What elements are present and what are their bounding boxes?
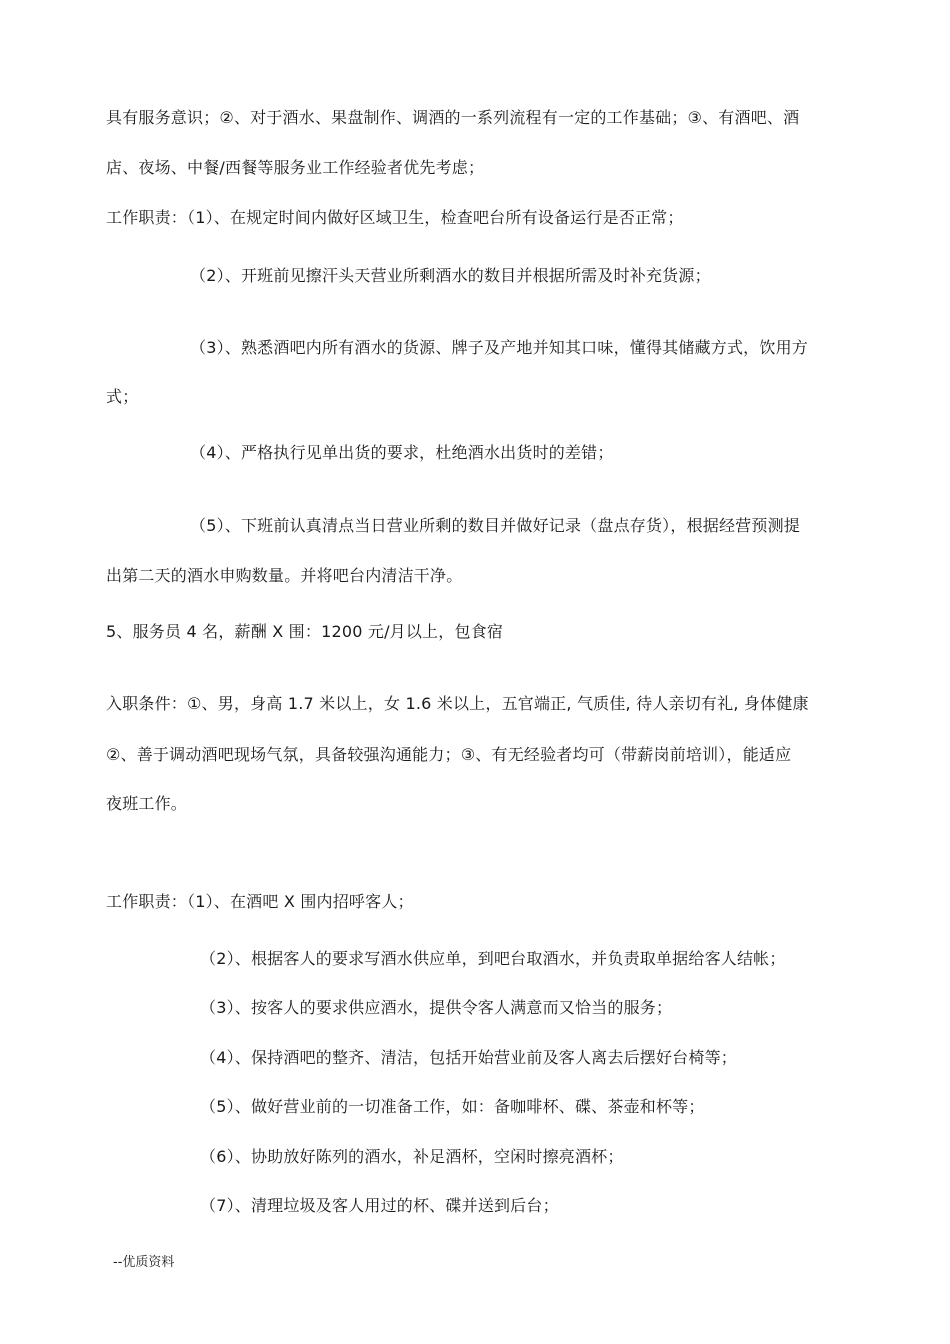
text-line: （5）、下班前认真清点当日营业所剩的数目并做好记录（盘点存货），根据经营预测提 <box>190 516 800 535</box>
page-footer: --优质资料 <box>113 1255 175 1270</box>
text-line: 入职条件：①、男，身高 1.7 米以上，女 1.6 米以上，五官端正, 气质佳, 待人亲切有礼, 身体健康 <box>106 694 809 713</box>
text-line: 工作职责：（1）、在规定时间内做好区域卫生，检查吧台所有设备运行是否正常； <box>106 208 684 227</box>
text-line: （4）、保持酒吧的整齐、清洁，包括开始营业前及客人离去后摆好台椅等； <box>200 1048 737 1067</box>
text-line: 店、夜场、中餐/西餐等服务业工作经验者优先考虑； <box>106 158 485 177</box>
text-line: （3）、按客人的要求供应酒水，提供令客人满意而又恰当的服务； <box>200 998 673 1017</box>
text-line: 夜班工作。 <box>106 794 188 813</box>
text-line: 出第二天的酒水申购数量。并将吧台内清洁干净。 <box>106 566 463 585</box>
section-heading: 5、服务员 4 名，薪酬 X 围：1200 元/月以上，包食宿 <box>106 622 504 641</box>
text-line: （7）、清理垃圾及客人用过的杯、碟并送到后台； <box>200 1196 559 1215</box>
text-line: （4）、严格执行见单出货的要求，杜绝酒水出货时的差错； <box>190 443 614 462</box>
text-line: （6）、协助放好陈列的酒水，补足酒杯，空闲时擦亮酒杯； <box>200 1147 624 1166</box>
text-line: （5）、做好营业前的一切准备工作，如：备咖啡杯、碟、茶壶和杯等； <box>200 1097 705 1116</box>
text-line: 工作职责：（1）、在酒吧 X 围内招呼客人； <box>106 892 414 911</box>
text-line: （2）、根据客人的要求写酒水供应单，到吧台取酒水，并负责取单据给客人结帐； <box>200 949 786 968</box>
text-line: 式； <box>106 387 139 406</box>
text-line: 具有服务意识；②、对于酒水、果盘制作、调酒的一系列流程有一定的工作基础；③、有酒吧、酒 <box>106 108 800 127</box>
text-line: （3）、熟悉酒吧内所有酒水的货源、牌子及产地并知其口味，懂得其储藏方式，饮用方 <box>190 338 808 357</box>
text-line: ②、善于调动酒吧现场气氛，具备较强沟通能力；③、有无经验者均可（带薪岗前培训），能适应 <box>106 745 792 764</box>
text-line: （2）、开班前见擦汗头天营业所剩酒水的数目并根据所需及时补充货源； <box>190 266 711 285</box>
